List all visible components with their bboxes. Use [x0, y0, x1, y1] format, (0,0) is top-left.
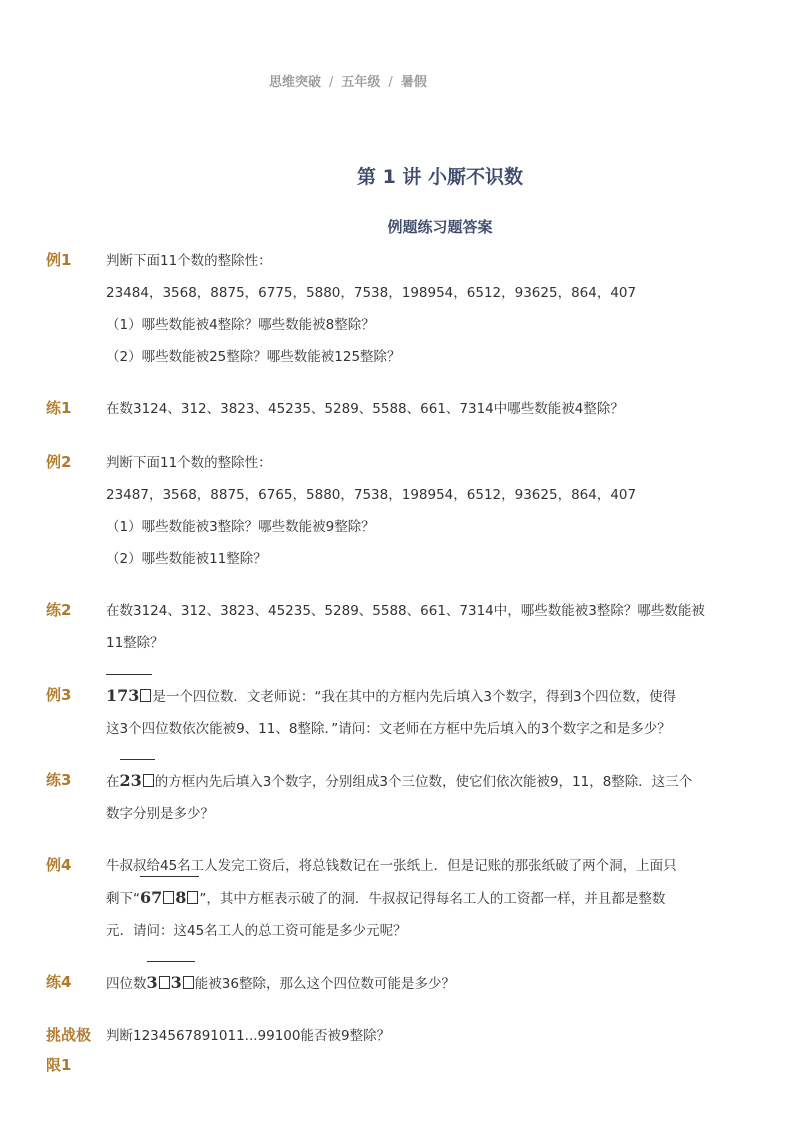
problem-label: 练1: [46, 399, 72, 417]
problem-text: [106, 1020, 718, 1052]
problem-line: （1）哪些数能被4整除？哪些数能被8整除？: [106, 317, 375, 333]
problem-text: [106, 245, 718, 373]
problem-label-line: 限1: [46, 1056, 72, 1074]
breadcrumb-item: 五年级: [341, 75, 381, 90]
blank-box: [183, 976, 194, 989]
number-digits: 67: [140, 888, 163, 907]
problem-line-rest: 是一个四位数．文老师说：“我在其中的方框内先后填入3个数字，得到3个四位数，使得: [152, 689, 677, 705]
problem-line: 在数3124、312、3823、45235、5289、5588、661、7314中哪些数能被4整除？: [106, 401, 624, 417]
problem-line: （1）哪些数能被3整除？哪些数能被9整除？: [106, 519, 375, 535]
problem-label: 例1: [46, 251, 72, 269]
breadcrumb-separator: /: [388, 75, 393, 90]
problem-label: 例2: [46, 453, 72, 471]
problem-label: 例4: [46, 856, 72, 874]
breadcrumb-item: 思维突破: [269, 75, 322, 90]
problem-line-prefix: 四位数: [106, 976, 147, 992]
problem-line-rest: 能被36整除，那么这个四位数可能是多少？: [194, 976, 455, 992]
problem-line: （2）哪些数能被25整除？哪些数能被125整除？: [106, 349, 401, 365]
problem-text: [106, 765, 718, 830]
problem-label: 练4: [46, 973, 72, 991]
breadcrumb: [269, 71, 427, 90]
blank-box: [187, 891, 198, 904]
problem-line: 判断下面11个数的整除性：: [106, 455, 272, 471]
problem-text: [106, 967, 718, 1000]
overlined-number: [120, 765, 155, 797]
problem-line: 判断1234567891011...99100能否被9整除？: [106, 1028, 391, 1044]
problem-text: [106, 680, 718, 745]
blank-box: [140, 689, 151, 702]
problem-line: [106, 765, 718, 798]
problem-line: [106, 680, 718, 713]
problem-label: 练2: [46, 601, 72, 619]
problem-text: [106, 393, 718, 425]
overlined-number: [106, 680, 152, 712]
problem-line: （2）哪些数能被11整除？: [106, 551, 267, 567]
number-digits: 173: [106, 686, 140, 705]
number-digits: 3: [146, 973, 158, 992]
problem-line: 在数3124、312、3823、45235、5289、5588、661、7314中，哪些数能被3整除？哪些数能被: [106, 603, 705, 619]
problem-text: [106, 850, 718, 947]
problem-line: [106, 967, 718, 1000]
problem-line: 11整除？: [106, 635, 164, 651]
blank-box: [143, 774, 154, 787]
problem-line: 这3个四位数依次能被9、11、8整除．”请问：文老师在方框中先后填入的3个数字之和是多少？: [106, 721, 671, 737]
problem-label: [46, 1020, 91, 1080]
breadcrumb-separator: /: [329, 75, 334, 90]
page-subtitle: 例题练习题答案: [387, 218, 493, 236]
number-digits: 3: [170, 973, 182, 992]
breadcrumb-item: 暑假: [400, 75, 427, 90]
blank-box: [159, 976, 170, 989]
number-digits: 23: [119, 771, 142, 790]
problem-label: 练3: [46, 771, 72, 789]
overlined-number: [147, 967, 195, 999]
number-digits: 8: [175, 888, 187, 907]
problem-line-prefix: 剩下“: [106, 891, 140, 907]
problem-line: [106, 882, 718, 915]
broken-number: [140, 882, 199, 914]
problem-line: 23484，3568，8875，6775，5880，7538，198954，6512，93625，864，407: [106, 285, 637, 301]
problem-line: 判断下面11个数的整除性：: [106, 253, 272, 269]
problem-line-rest: 的方框内先后填入3个数字，分别组成3个三位数，使它们依次能被9，11，8整除．这三个: [154, 774, 693, 790]
problem-label-line: 挑战极: [46, 1026, 92, 1044]
problem-text: [106, 447, 718, 575]
problem-line: 数字分别是多少？: [106, 806, 214, 822]
problem-line: 23487，3568，8875，6765，5880，7538，198954，6512，93625，864，407: [106, 487, 637, 503]
problem-line-rest: ”，其中方框表示破了的洞．牛叔叔记得每名工人的工资都一样，并且都是整数: [199, 891, 666, 907]
problem-line: 元．请问：这45名工人的总工资可能是多少元呢？: [106, 923, 407, 939]
blank-box: [163, 891, 174, 904]
problem-line-prefix: 在: [106, 774, 120, 790]
page-title: 第 1 讲 小厮不识数: [356, 166, 524, 188]
problem-label: 例3: [46, 686, 72, 704]
problem-text: [106, 595, 718, 659]
problem-line: 牛叔叔给45名工人发完工资后，将总钱数记在一张纸上．但是记账的那张纸破了两个洞，上面只: [106, 858, 677, 874]
